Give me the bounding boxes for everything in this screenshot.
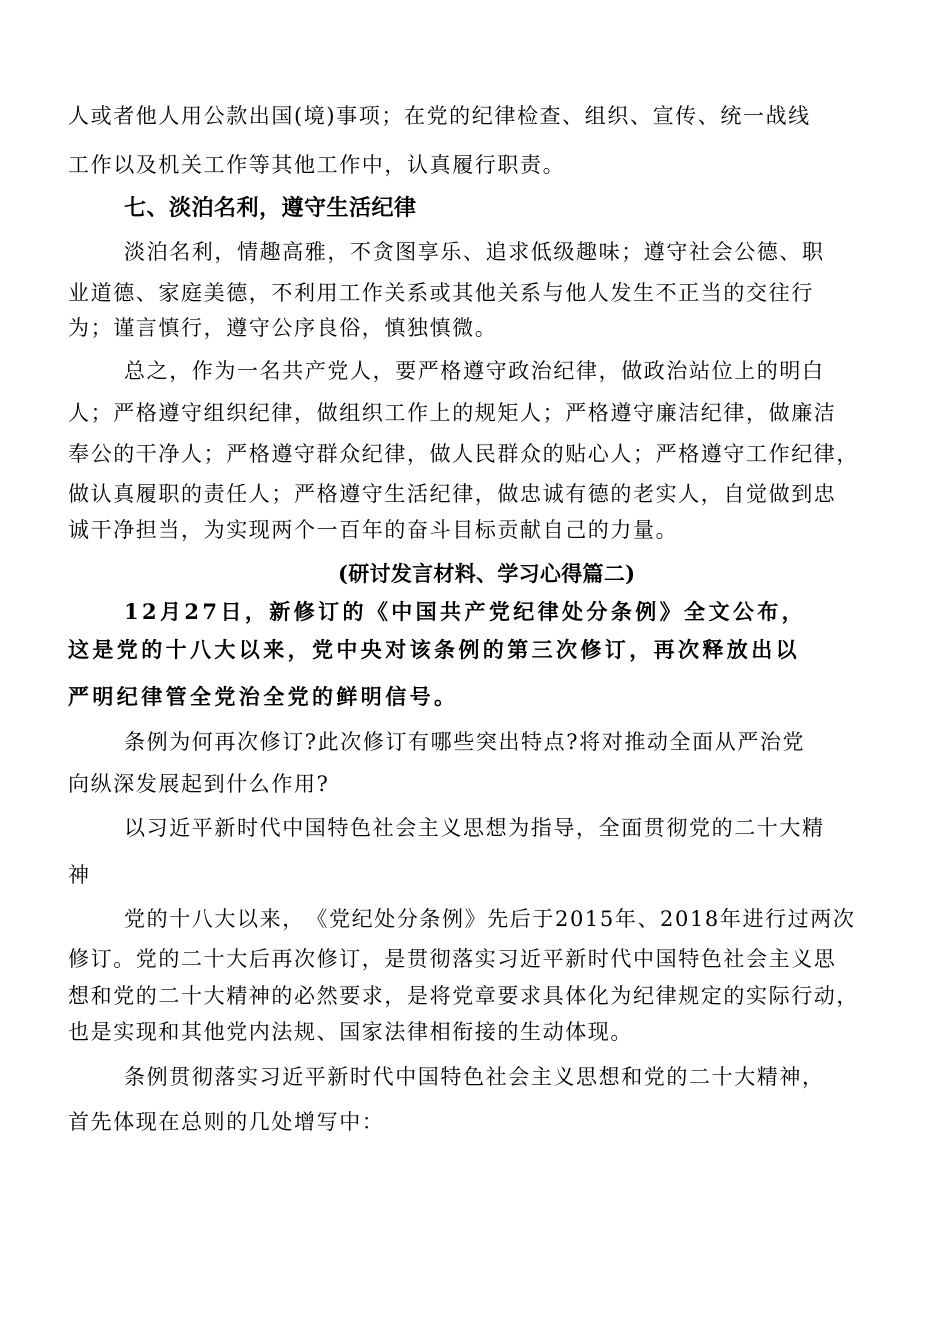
- text-line: 做认真履职的责任人；严格遵守生活纪律，做忠诚有德的老实人，自觉做到忠: [68, 482, 837, 506]
- text-line: 总之，作为一名共产党人，要严格遵守政治纪律，做政治站位上的明白: [124, 359, 825, 383]
- text-line: 人；严格遵守组织纪律，做组织工作上的规矩人；严格遵守廉洁纪律，做廉洁: [68, 401, 837, 425]
- text-line: 神: [68, 863, 91, 887]
- text-line: 首先体现在总则的几处增写中：: [68, 1110, 385, 1134]
- text-line: 以习近平新时代中国特色社会主义思想为指导，全面贯彻党的二十大精: [124, 816, 825, 840]
- text-line: 想和党的二十大精神的必然要求，是将党章要求具体化为纪律规定的实际行动，: [68, 984, 859, 1008]
- bold-text-line: 这是党的十八大以来，党中央对该条例的第三次修订，再次释放出以: [68, 637, 800, 662]
- text-line: 修订。党的二十大后再次修订，是贯彻落实习近平新时代中国特色社会主义思: [68, 947, 837, 971]
- text-line: 奉公的干净人；严格遵守群众纪律，做人民群众的贴心人；严格遵守工作纪律，: [68, 442, 859, 466]
- text-line: 诚干净担当，为实现两个一百年的奋斗目标贡献自己的力量。: [68, 518, 679, 542]
- section-subtitle: (研讨发言材料、学习心得篇二): [338, 561, 636, 586]
- text-line: 条例贯彻落实习近平新时代中国特色社会主义思想和党的二十大精神，: [124, 1065, 825, 1089]
- text-line: 党的十八大以来， 《党纪处分条例》先后于2015年、2018年进行过两次: [124, 907, 856, 931]
- text-line: 工作以及机关工作等其他工作中，认真履行职责。: [68, 153, 566, 177]
- section-heading: 七、淡泊名利，遵守生活纪律: [124, 195, 417, 221]
- text-line: 向纵深发展起到什么作用?: [68, 772, 330, 796]
- text-line: 业道德、家庭美德，不利用工作关系或其他关系与他人发生不正当的交往行: [68, 281, 814, 305]
- text-line: 淡泊名利，情趣高雅，不贪图享乐、追求低级趣味；遵守社会公德、职: [124, 240, 825, 264]
- text-line: 人或者他人用公款出国(境)事项；在党的纪律检查、组织、宣传、统一战线: [68, 104, 811, 128]
- bold-text-line: 严明纪律管全党治全党的鲜明信号。: [68, 684, 459, 709]
- text-line: 也是实现和其他党内法规、国家法律相衔接的生动体现。: [68, 1020, 633, 1044]
- text-line: 条例为何再次修订?此次修订有哪些突出特点?将对推动全面从严治党: [124, 730, 806, 754]
- text-line: 为；谨言慎行，遵守公序良俗，慎独慎微。: [68, 316, 498, 340]
- bold-text-line: 12月27日，新修订的《中国共产党纪律处分条例》全文公布，: [124, 599, 807, 624]
